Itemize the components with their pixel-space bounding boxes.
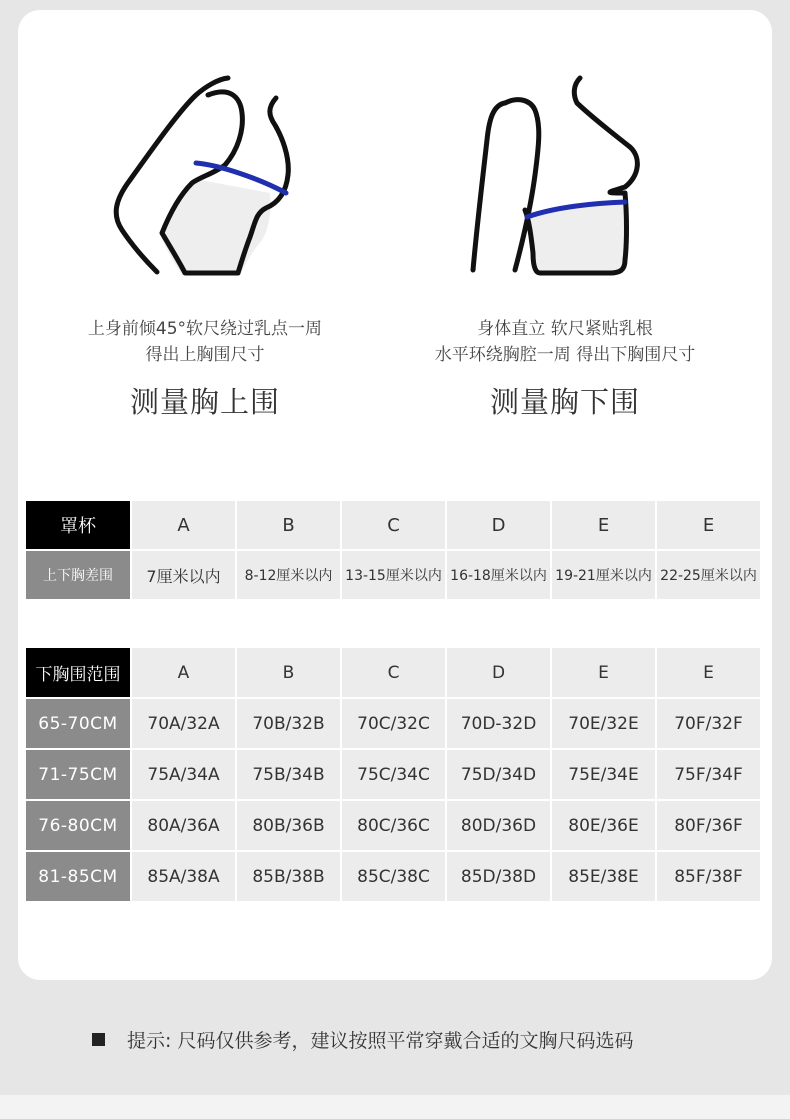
size-cell: 75F/34F xyxy=(657,750,760,799)
cup-header-cell: A xyxy=(132,501,235,549)
size-cell: 85F/38F xyxy=(657,852,760,901)
difference-row-label: 上下胸差围 xyxy=(26,551,130,599)
size-row-range: 81-85CM xyxy=(26,852,130,901)
upper-bust-title: 测量胸上围 xyxy=(129,385,280,419)
under-bust-caption-line2: 水平环绕胸腔一周 得出下胸围尺寸 xyxy=(434,345,696,365)
under-bust-caption-line1: 身体直立 软尺紧贴乳根 xyxy=(477,319,653,339)
difference-cell: 8-12厘米以内 xyxy=(237,551,340,599)
size-header-cell: E xyxy=(657,648,760,697)
cup-header-cell: E xyxy=(657,501,760,549)
size-header-cell: C xyxy=(342,648,445,697)
difference-cell: 16-18厘米以内 xyxy=(447,551,550,599)
cup-header-cell: E xyxy=(552,501,655,549)
size-cell: 75E/34E xyxy=(552,750,655,799)
size-row-range: 65-70CM xyxy=(26,699,130,748)
size-header-cell: E xyxy=(552,648,655,697)
cup-header-cell: B xyxy=(237,501,340,549)
size-cell: 70B/32B xyxy=(237,699,340,748)
size-header-cell: A xyxy=(132,648,235,697)
size-cell: 70E/32E xyxy=(552,699,655,748)
cup-difference-table xyxy=(24,499,762,601)
difference-cell: 19-21厘米以内 xyxy=(552,551,655,599)
under-bust-measure-illustration xyxy=(455,65,655,280)
size-cell: 75B/34B xyxy=(237,750,340,799)
size-header-cell: B xyxy=(237,648,340,697)
size-cell: 80D/36D xyxy=(447,801,550,850)
cup-header-label: 罩杯 xyxy=(26,501,130,549)
cup-header-cell: D xyxy=(447,501,550,549)
upper-bust-caption-line1: 上身前倾45°软尺绕过乳点一周 xyxy=(87,319,323,339)
size-cell: 75C/34C xyxy=(342,750,445,799)
size-header-label: 下胸围范围 xyxy=(26,648,130,697)
cup-header-row xyxy=(26,501,760,549)
upper-bust-measure-illustration xyxy=(100,65,300,280)
size-row-range: 76-80CM xyxy=(26,801,130,850)
size-cell: 80A/36A xyxy=(132,801,235,850)
size-cell: 85C/38C xyxy=(342,852,445,901)
cup-header-cell: C xyxy=(342,501,445,549)
bottom-band xyxy=(0,1095,790,1119)
size-table xyxy=(24,646,762,903)
size-cell: 85A/38A xyxy=(132,852,235,901)
size-row xyxy=(26,750,760,799)
size-header-row xyxy=(26,648,760,697)
size-tip-text: 提示: 尺码仅供参考，建议按照平常穿戴合适的文胸尺码选码 xyxy=(127,1030,634,1052)
size-cell: 70A/32A xyxy=(132,699,235,748)
difference-cell: 22-25厘米以内 xyxy=(657,551,760,599)
upper-bust-caption xyxy=(40,316,370,368)
under-bust-title: 测量胸下围 xyxy=(489,385,640,419)
size-cell: 70F/32F xyxy=(657,699,760,748)
difference-cell: 7厘米以内 xyxy=(132,551,235,599)
size-cell: 70C/32C xyxy=(342,699,445,748)
size-row xyxy=(26,801,760,850)
size-row-range: 71-75CM xyxy=(26,750,130,799)
size-cell: 80B/36B xyxy=(237,801,340,850)
square-bullet-icon xyxy=(92,1033,105,1046)
size-row xyxy=(26,699,760,748)
size-row xyxy=(26,852,760,901)
size-cell: 80C/36C xyxy=(342,801,445,850)
size-cell: 75A/34A xyxy=(132,750,235,799)
difference-cell: 13-15厘米以内 xyxy=(342,551,445,599)
size-cell: 70D-32D xyxy=(447,699,550,748)
under-bust-caption xyxy=(380,316,750,368)
difference-row xyxy=(26,551,760,599)
size-cell: 85D/38D xyxy=(447,852,550,901)
size-cell: 80F/36F xyxy=(657,801,760,850)
size-cell: 75D/34D xyxy=(447,750,550,799)
size-tip xyxy=(92,1026,633,1053)
size-cell: 80E/36E xyxy=(552,801,655,850)
upper-bust-caption-line2: 得出上胸围尺寸 xyxy=(145,345,265,365)
size-header-cell: D xyxy=(447,648,550,697)
size-cell: 85B/38B xyxy=(237,852,340,901)
size-cell: 85E/38E xyxy=(552,852,655,901)
